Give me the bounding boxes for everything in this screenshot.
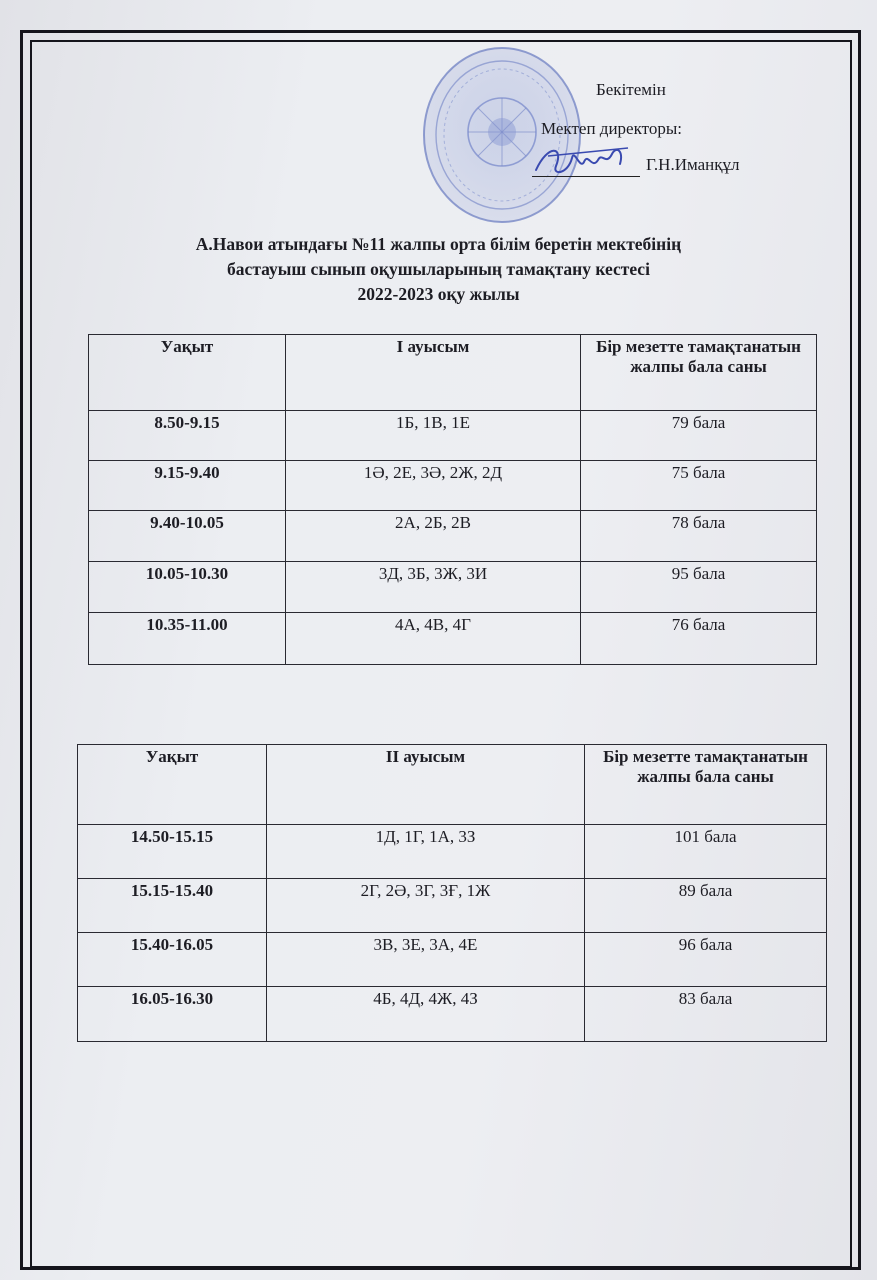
director-name: Г.Н.Иманқұл — [646, 155, 740, 174]
row-classes: 3Д, 3Б, 3Ж, 3И — [286, 562, 581, 613]
table-row — [89, 613, 817, 665]
table-row — [89, 562, 817, 613]
row-time: 16.05-16.30 — [78, 987, 267, 1042]
signature-icon — [528, 140, 648, 180]
document-title-line2: бастауыш сынып оқушыларының тамақтану кестесі — [227, 259, 650, 279]
table-row — [78, 879, 827, 933]
table-row — [78, 825, 827, 879]
header-count: Бір мезетте тамақтанатын жалпы бала саны — [581, 335, 817, 411]
row-count: 89 бала — [585, 879, 827, 933]
row-classes: 1Д, 1Г, 1А, 3З — [267, 825, 585, 879]
row-classes: 4Б, 4Д, 4Ж, 4З — [267, 987, 585, 1042]
header-time: Уақыт — [89, 335, 286, 411]
row-count: 101 бала — [585, 825, 827, 879]
row-time: 14.50-15.15 — [78, 825, 267, 879]
table-row — [89, 511, 817, 562]
approval-label: Бекітемін — [596, 80, 666, 99]
document-title-line3: 2022-2023 оқу жылы — [357, 284, 520, 304]
row-classes: 2Г, 2Ә, 3Г, 3Ғ, 1Ж — [267, 879, 585, 933]
row-time: 10.05-10.30 — [89, 562, 286, 613]
row-time: 9.40-10.05 — [89, 511, 286, 562]
row-count: 95 бала — [581, 562, 817, 613]
header-shift: II ауысым — [267, 745, 585, 825]
table-header-row — [78, 745, 827, 825]
row-count: 76 бала — [581, 613, 817, 665]
shift1-table — [88, 334, 817, 665]
row-count: 75 бала — [581, 461, 817, 511]
row-count: 96 бала — [585, 933, 827, 987]
document-title-line1: А.Навои атындағы №11 жалпы орта білім беретін мектебінің — [195, 234, 682, 254]
row-classes: 3В, 3Е, 3А, 4Е — [267, 933, 585, 987]
approval-position: Мектеп директоры: — [541, 119, 682, 138]
row-classes: 1Б, 1В, 1Е — [286, 411, 581, 461]
table-header-row — [89, 335, 817, 411]
row-classes: 2А, 2Б, 2В — [286, 511, 581, 562]
header-shift: I ауысым — [286, 335, 581, 411]
table-row — [78, 933, 827, 987]
table-row — [89, 411, 817, 461]
signature-line — [532, 176, 640, 177]
header-time: Уақыт — [78, 745, 267, 825]
header-count: Бір мезетте тамақтанатын жалпы бала саны — [585, 745, 827, 825]
row-count: 78 бала — [581, 511, 817, 562]
table-row — [78, 987, 827, 1042]
row-time: 9.15-9.40 — [89, 461, 286, 511]
shift2-table — [77, 744, 827, 1042]
row-count: 83 бала — [585, 987, 827, 1042]
row-classes: 1Ә, 2Е, 3Ә, 2Ж, 2Д — [286, 461, 581, 511]
row-time: 10.35-11.00 — [89, 613, 286, 665]
row-count: 79 бала — [581, 411, 817, 461]
row-time: 15.40-16.05 — [78, 933, 267, 987]
row-classes: 4А, 4В, 4Г — [286, 613, 581, 665]
row-time: 15.15-15.40 — [78, 879, 267, 933]
table-row — [89, 461, 817, 511]
row-time: 8.50-9.15 — [89, 411, 286, 461]
